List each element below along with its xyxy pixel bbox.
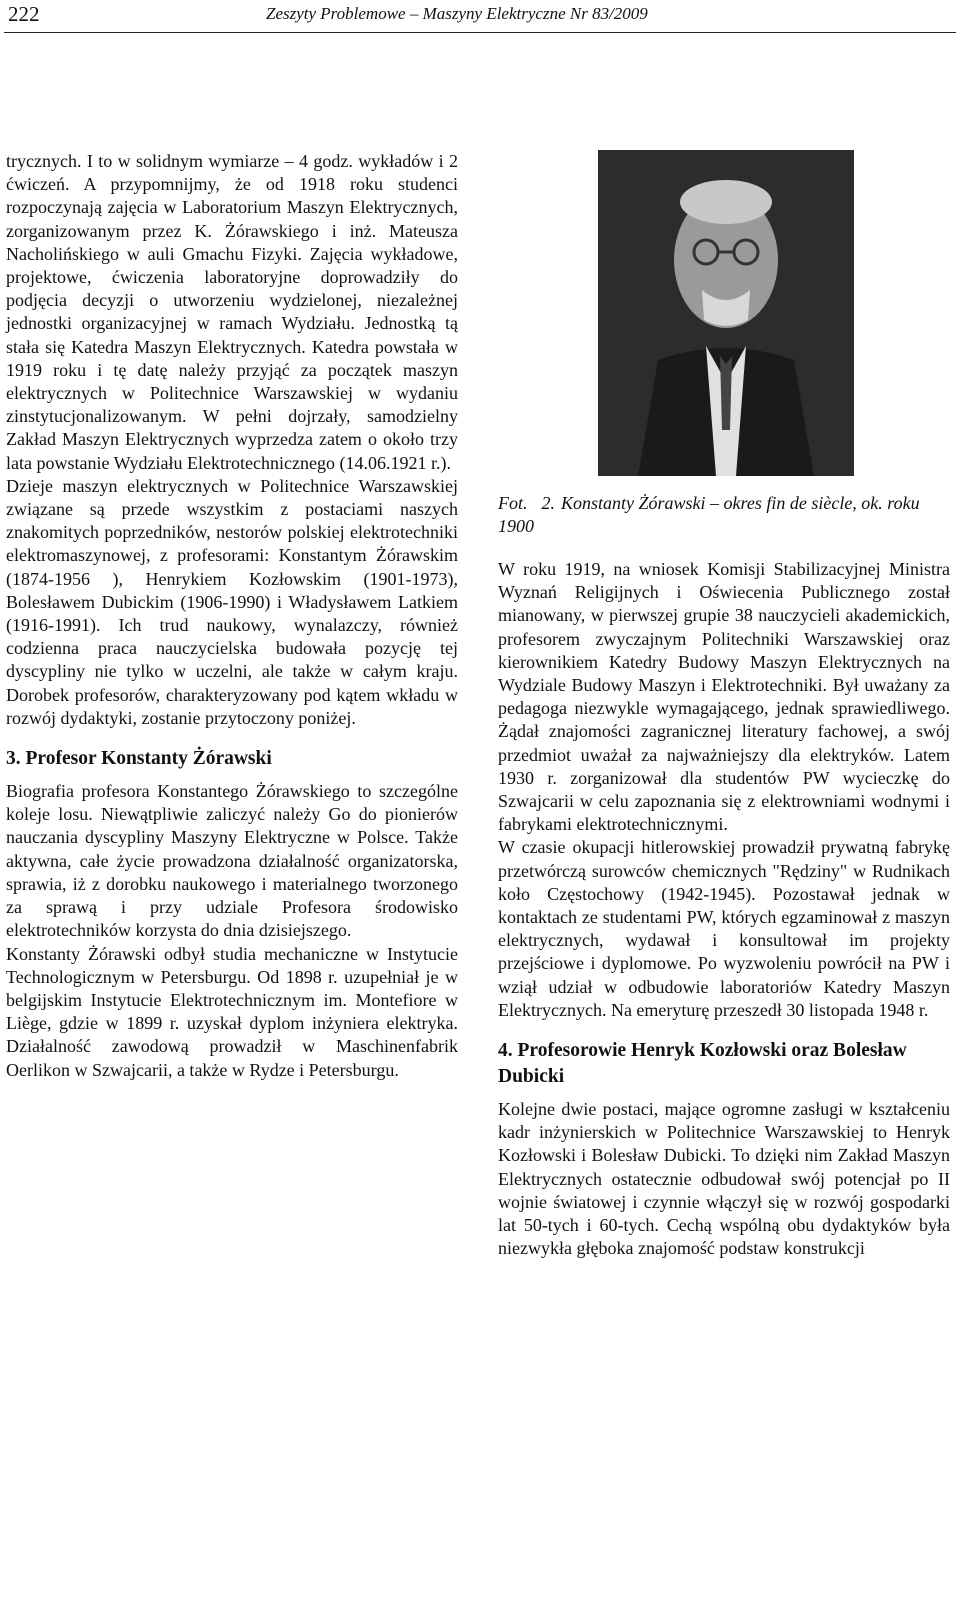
section-3-heading: 3. Profesor Konstanty Żórawski [6,748,272,770]
section-4-heading: 4. Profesorowie Henryk Kozłowski oraz Bolesław Dubicki [498,1040,907,1088]
left-paragraph-2: Dzieje maszyn elektrycznych w Politechnice Warszawskiej związane są przede wszystkim z postaciami naszych znakomitych poprzedników, nestorów polskiej elektrotechniki elektromaszynowej, z profesorami: Konstantym Żórawskim (1874-1956 ), Henrykiem Kozłowskim (1901-1973), Bolesławem Dubickim (1906-1990) i Władysławem Latkiem (1916-1991). Ich trud naukowy, wynalazczy, również codzienna praca nauczycielska budowała pozycję tej dyscypliny nie tylko w uczelni, ale także w całym kraju. Dorobek profesorów, charakteryzowany pod kątem wkładu w rozwój dydaktyki, zostanie przytoczony poniżej. [6,475,458,728]
portrait-photo-image [598,150,854,476]
figure-number: 2. [541,493,555,513]
right-paragraph-3: Kolejne dwie postaci, mające ogromne zasługi w kształceniu kadr inżynierskich w Politechnice Warszawskiej to Henryk Kozłowski i Bolesław Dubicki. To dzięki nim Zakład Maszyn Elektrycznych ostatecznie odbudował swój potencjał po II wojnie światowej i czynnie włączył się w rozwój gospodarki lat 50-tych i 60-tych. Cechą wspólną obu dydaktyków była niezwykła głęboka znajomość podstaw konstrukcji [498,1099,950,1259]
page-number: 222 [8,2,40,26]
right-paragraph-1: W roku 1919, na wniosek Komisji Stabilizacyjnej Ministra Wyznań Religijnych i Oświecenia Publicznego został mianowany, w pierwszej grupie 38 nauczycieli akademickich, profesorem zwyczajnym Politechniki Warszawskiej oraz kierownikiem Katedry Budowy Maszyn Elektrycznych na Wydziale Budowy Maszyn i Elektrotechniki. Był uważany za pedagoga niezwykle wymagającego, jednak sprawiedliwego. Żądał znajomości zagranicznej literatury fachowej, a swój przedmiot uważał za najważniejszy dla elektryków. Latem 1930 r. zorganizował dla studentów PW wycieczkę do Szwajcarii w celu zapoznania się z elektrowniami wodnymi i fabrykami elektrotechnicznymi. [498,559,950,835]
journal-title: Zeszyty Problemowe – Maszyny Elektryczne Nr 83/2009 [266,4,648,23]
figure-caption [498,492,950,538]
figure-caption-text: Konstanty Żórawski – okres fin de siècle, ok. roku 1900 [498,493,920,536]
right-column [498,558,950,1260]
portrait-photo [598,150,854,476]
left-paragraph-3: Biografia profesora Konstantego Żórawskiego to szczególne koleje losu. Niewątpliwie zaliczyć należy Go do pionierów nauczania dyscypliny Maszyny Elektryczne w Polsce. Także aktywna, całe życie prowadzona działalność organizatorska, sprawia, iż z dorobku naukowego i materialnego tworzonego za sprawą i przy udziale Profesora środowisko elektrotechników korzysta do dnia dzisiejszego. [6,781,458,941]
left-paragraph-1: trycznych. I to w solidnym wymiarze – 4 godz. wykładów i 2 ćwiczeń. A przypomnijmy, że od 1918 roku studenci rozpoczynają zajęcia w Laboratorium Maszyn Elektrycznych, zorganizowanym przez K. Żórawskiego i inż. Mateusza Nacholińskiego w auli Gmachu Fizyki. Zajęcia wykładowe, projektowe, ćwiczenia laboratoryjne doprowadziły do podjęcia decyzji o utworzeniu wydzielonej, niezależnej jednostki organizacyjnej w ramach Wydziału. Jednostką tą stała się Katedra Maszyn Elektrycznych. Katedra powstała w 1919 roku i tę datę należy przyjąć za początek maszyn elektrycznych w Politechnice Warszawskiej w wydaniu zinstytucjonalizowanym. W pełni dojrzały, samodzielny Zakład Maszyn Elektrycznych wyprzedza zatem o około trzy lata powstanie Wydziału Elektrotechnicznego (14.06.1921 r.). [6,151,458,473]
left-paragraph-4: Konstanty Żórawski odbył studia mechaniczne w Instytucie Technologicznym w Petersburgu. Od 1898 r. uzupełniał je w belgijskim Instytucie Elektrotechnicznym im. Montefiore w Liège, gdzie w 1899 r. uzyskał dyplom inżyniera elektryka. Działalność zawodową prowadził w Maschinenfabrik Oerlikon w Szwajcarii, a także w Rydze i Petersburgu. [6,943,458,1080]
running-header [4,0,956,30]
figure-label: Fot. [498,493,528,513]
header-rule [4,32,956,33]
right-paragraph-2: W czasie okupacji hitlerowskiej prowadził prywatną fabrykę przetwórczą surowców chemicznych "Rędziny" w Rudnikach koło Częstochowy (1942-1945). Pozostawał jednak w kontaktach ze studentami PW, których egzaminował z maszyn elektrycznych, wydawał i konsultował im projekty przejściowe i dyplomowe. Po wyzwoleniu powrócił na PW i wziął udział w odbudowie laboratoriów Katedry Maszyn Elektrycznych. Na emeryturę przeszedł 30 listopada 1948 r. [498,837,950,1020]
left-column [6,150,458,1082]
